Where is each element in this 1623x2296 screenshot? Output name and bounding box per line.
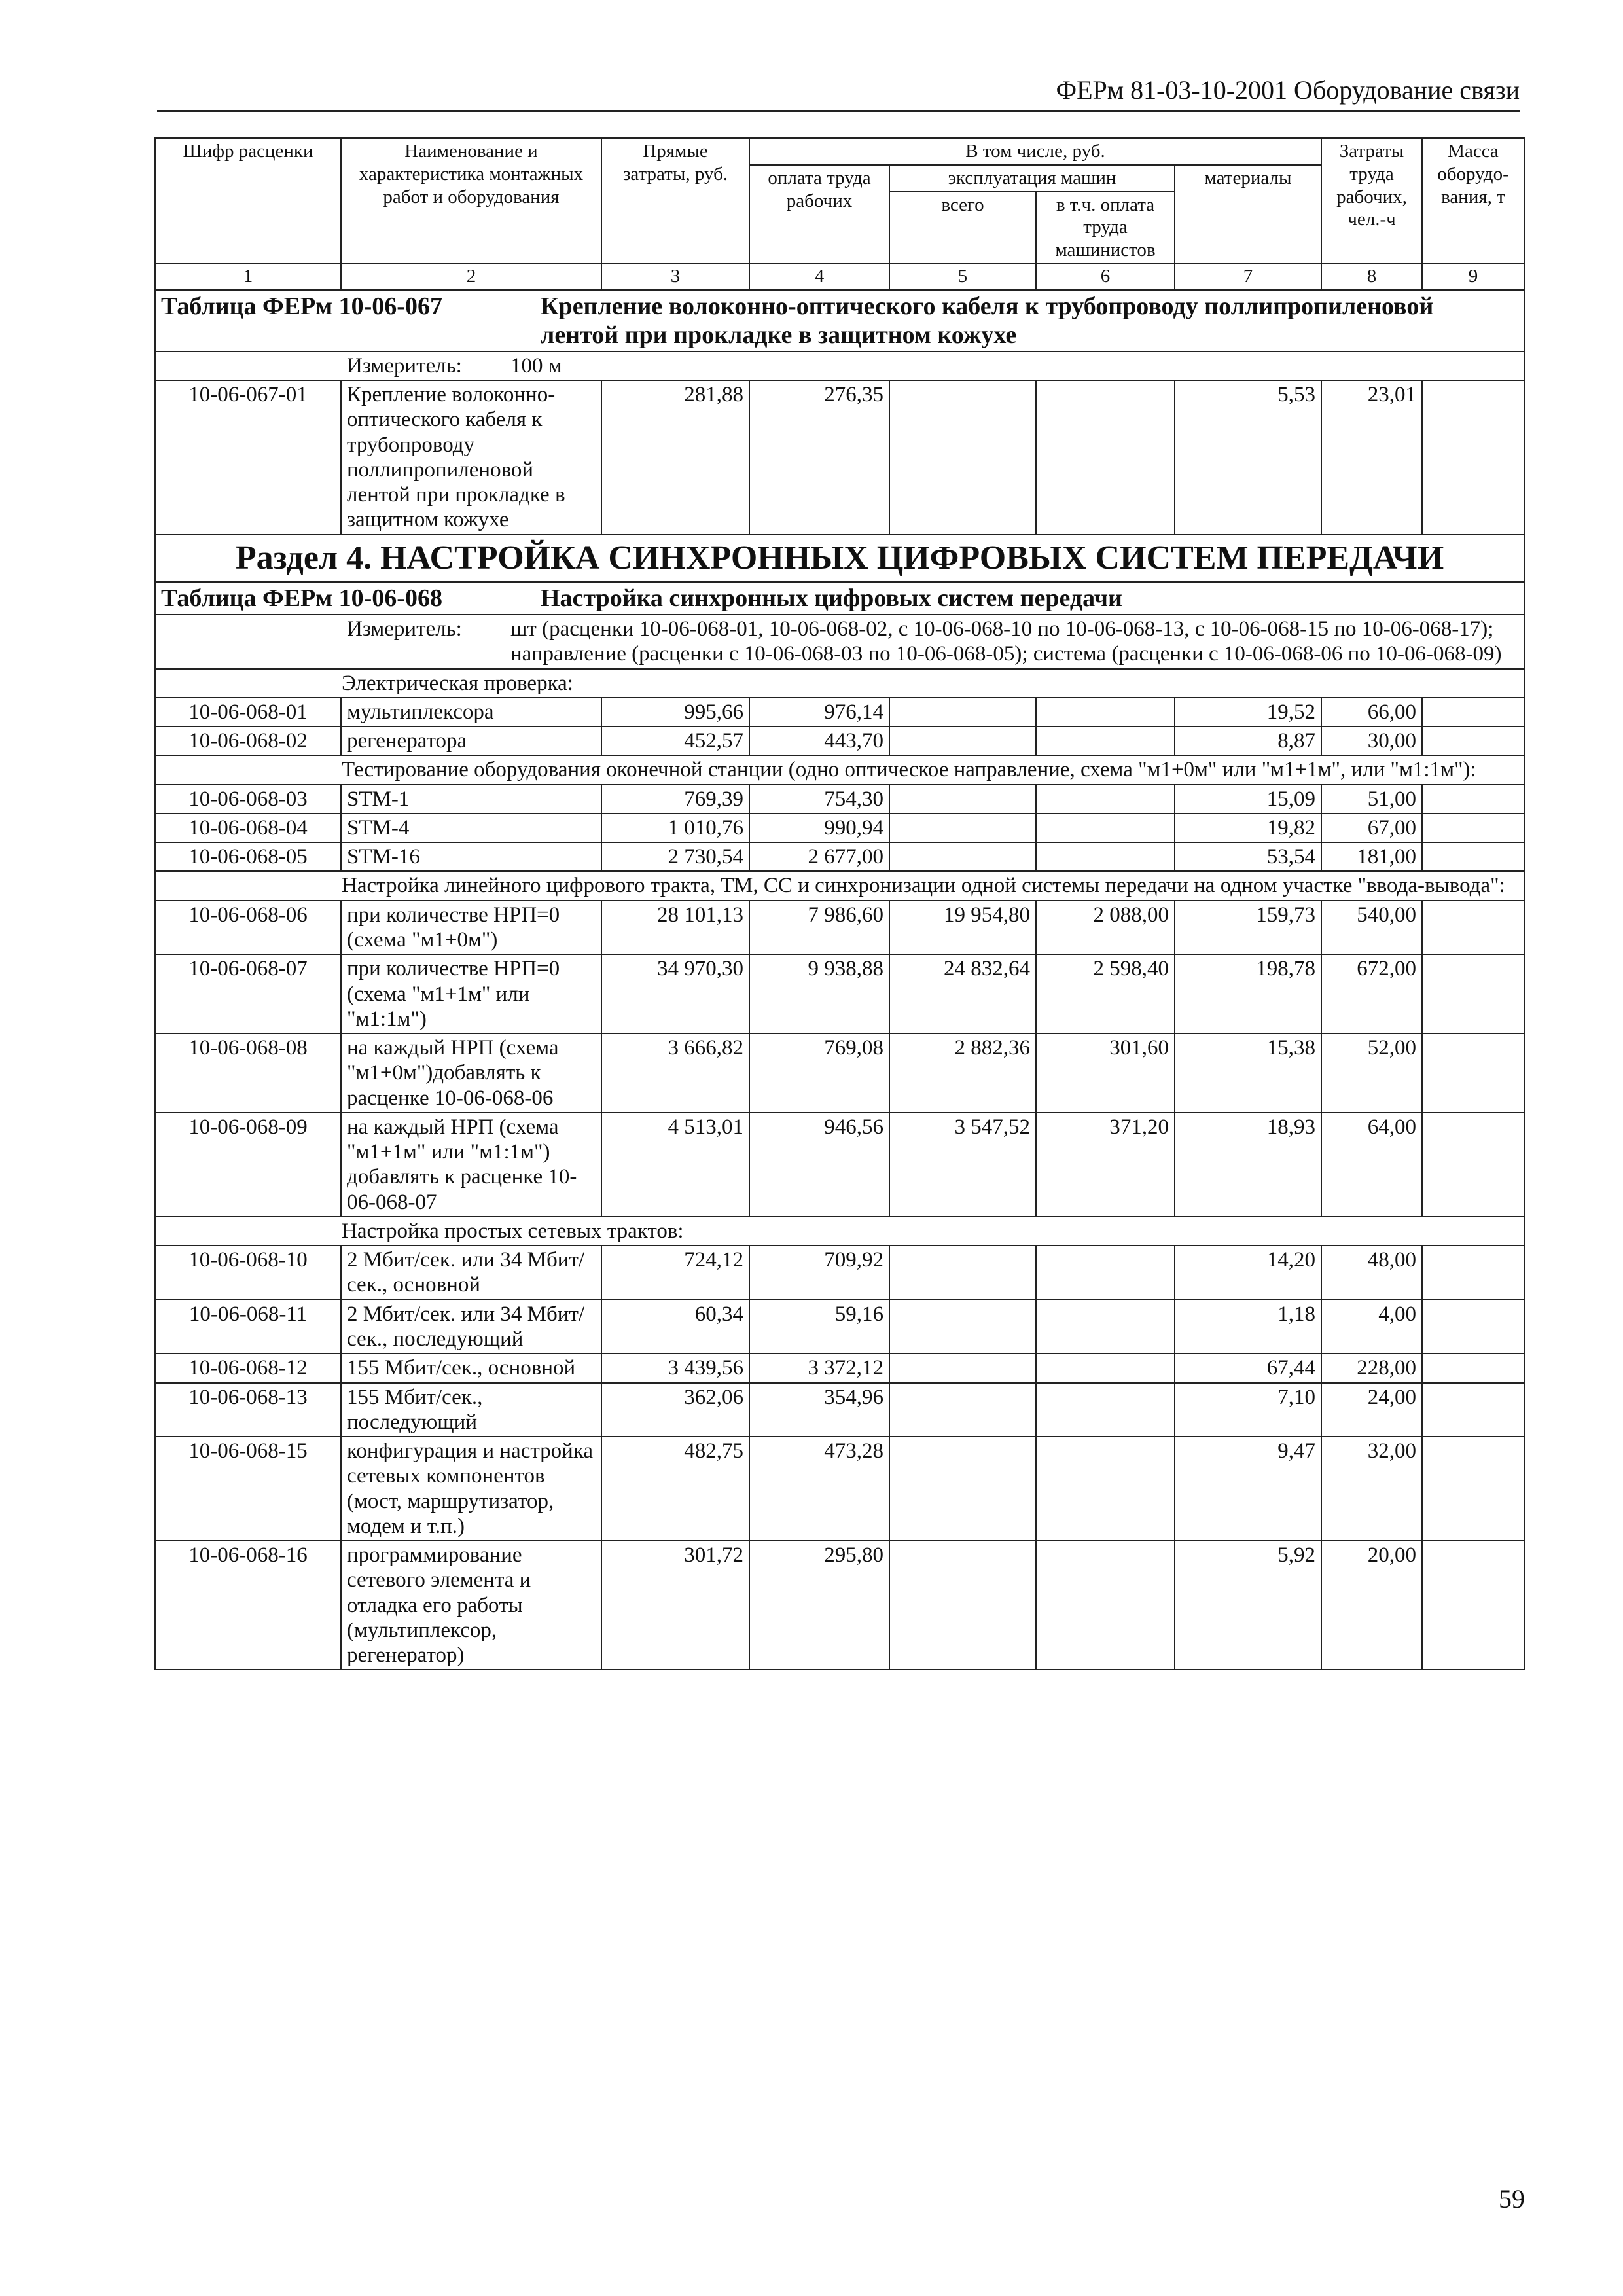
direct-cost: 4 513,01 [601,1113,749,1217]
materials-cost: 15,38 [1175,1033,1321,1113]
measure [161,353,1518,378]
direct-cost: 301,72 [601,1541,749,1670]
work-name: STM-4 [341,814,601,842]
machinist-wages [1036,1300,1175,1354]
rate-code: 10-06-068-07 [155,954,341,1033]
equipment-mass [1422,901,1524,955]
worker-wages: 354,96 [749,1383,889,1437]
col-mass-header: Масса оборудо-вания, т [1422,138,1524,264]
table-row [155,1300,1524,1354]
rate-code: 10-06-068-08 [155,1033,341,1113]
machines-total [889,1383,1036,1437]
machinist-wages [1036,1383,1175,1437]
worker-wages: 2 677,00 [749,842,889,871]
table-title-row [155,290,1524,351]
equipment-mass [1422,726,1524,755]
equipment-mass [1422,1437,1524,1541]
table-row [155,1033,1524,1113]
measure-label: Измеритель: [347,617,462,641]
materials-cost: 5,92 [1175,1541,1321,1670]
col-total-header: всего [889,192,1036,264]
machines-total [889,1300,1036,1354]
machinist-wages: 371,20 [1036,1113,1175,1217]
rate-code: 10-06-068-13 [155,1383,341,1437]
materials-cost: 14,20 [1175,1246,1321,1300]
column-number: 6 [1036,264,1175,290]
labor-hours: 20,00 [1321,1541,1422,1670]
column-number-row [155,264,1524,290]
col-machines-header: эксплуатация машин [889,165,1175,192]
direct-cost: 281,88 [601,380,749,535]
equipment-mass [1422,1300,1524,1354]
rate-code: 10-06-068-10 [155,1246,341,1300]
labor-hours: 66,00 [1321,698,1422,726]
direct-cost: 995,66 [601,698,749,726]
worker-wages: 3 372,12 [749,1354,889,1382]
column-number: 2 [341,264,601,290]
materials-cost: 15,09 [1175,785,1321,814]
equipment-mass [1422,380,1524,535]
labor-hours: 181,00 [1321,842,1422,871]
worker-wages: 769,08 [749,1033,889,1113]
column-number: 4 [749,264,889,290]
group-heading-row: Настройка простых сетевых трактов: [155,1217,1524,1246]
rates-table [154,137,1525,1670]
labor-hours: 228,00 [1321,1354,1422,1382]
table-label: Таблица ФЕРм 10-06-067 [161,292,442,320]
machines-total: 24 832,64 [889,954,1036,1033]
work-name: программирование сетевого элемента и отладка его работы (мультиплексор, регенератор) [341,1541,601,1670]
equipment-mass [1422,1383,1524,1437]
labor-hours: 24,00 [1321,1383,1422,1437]
rate-code: 10-06-068-12 [155,1354,341,1382]
equipment-mass [1422,785,1524,814]
equipment-mass [1422,1354,1524,1382]
machines-total [889,814,1036,842]
direct-cost: 724,12 [601,1246,749,1300]
table-label: Таблица ФЕРм 10-06-068 [161,584,442,613]
worker-wages: 990,94 [749,814,889,842]
labor-hours: 672,00 [1321,954,1422,1033]
group-heading-row: Тестирование оборудования оконечной станции (одно оптическое направление, схема "м1+0м" или "м1+1м", или "м1:1м"): [155,755,1524,784]
rate-code: 10-06-068-11 [155,1300,341,1354]
direct-cost: 3 439,56 [601,1354,749,1382]
direct-cost: 769,39 [601,785,749,814]
rate-code: 10-06-068-03 [155,785,341,814]
machines-total [889,1246,1036,1300]
rate-code: 10-06-068-02 [155,726,341,755]
machinist-wages [1036,1541,1175,1670]
machinist-wages [1036,785,1175,814]
labor-hours: 23,01 [1321,380,1422,535]
table-row [155,380,1524,535]
work-name: 2 Мбит/сек. или 34 Мбит/сек., последующий [341,1300,601,1354]
materials-cost: 1,18 [1175,1300,1321,1354]
direct-cost: 482,75 [601,1437,749,1541]
rate-code: 10-06-068-15 [155,1437,341,1541]
work-name: при количестве НРП=0 (схема "м1+1м" или "м1:1м") [341,954,601,1033]
machinist-wages: 2 598,40 [1036,954,1175,1033]
machines-total [889,698,1036,726]
column-number: 7 [1175,264,1321,290]
column-number: 1 [155,264,341,290]
equipment-mass [1422,954,1524,1033]
col-materials-header: материалы [1175,165,1321,264]
table-row [155,726,1524,755]
table-row [155,1246,1524,1300]
measure-label: Измеритель: [347,353,462,378]
labor-hours: 48,00 [1321,1246,1422,1300]
labor-hours: 64,00 [1321,1113,1422,1217]
work-name: STM-16 [341,842,601,871]
worker-wages: 443,70 [749,726,889,755]
direct-cost: 452,57 [601,726,749,755]
header-row-1 [155,138,1524,165]
machines-total: 19 954,80 [889,901,1036,955]
machinist-wages [1036,726,1175,755]
measure-row [155,615,1524,669]
machinist-wages [1036,814,1175,842]
work-name: 155 Мбит/сек., последующий [341,1383,601,1437]
col-wages-header: оплата труда рабочих [749,165,889,264]
worker-wages: 473,28 [749,1437,889,1541]
machines-total [889,842,1036,871]
measure-value: шт (расценки 10-06-068-01, 10-06-068-02, с 10-06-068-10 по 10-06-068-13, с 10-06-068-15 по 10-06-068-17); направление (расценки с 10-06-068-03 по 10-06-068-05); система (расценки с 10-06-068-06 по 10-06-068-09) [510,617,1502,666]
col-labor-header: Затраты труда рабочих, чел.-ч [1321,138,1422,264]
direct-cost: 60,34 [601,1300,749,1354]
direct-cost: 34 970,30 [601,954,749,1033]
worker-wages: 709,92 [749,1246,889,1300]
table-row [155,1437,1524,1541]
worker-wages: 946,56 [749,1113,889,1217]
direct-cost: 362,06 [601,1383,749,1437]
materials-cost: 67,44 [1175,1354,1321,1382]
group-heading-row: Настройка линейного цифрового тракта, ТМ, СС и синхронизации одной системы передачи на одном участке "ввода-вывода": [155,871,1524,900]
machines-total [889,380,1036,535]
work-name: на каждый НРП (схема "м1+1м" или "м1:1м") добавлять к расценке 10-06-068-07 [341,1113,601,1217]
machinist-wages [1036,842,1175,871]
table-row [155,1383,1524,1437]
work-name: мультиплексора [341,698,601,726]
equipment-mass [1422,1113,1524,1217]
machinist-wages [1036,1437,1175,1541]
worker-wages: 976,14 [749,698,889,726]
materials-cost: 159,73 [1175,901,1321,955]
work-name: Крепление волоконно-оптического кабеля к трубопроводу поллипропиленовой лентой при прокладке в защитном кожухе [341,380,601,535]
direct-cost: 28 101,13 [601,901,749,955]
machines-total [889,1354,1036,1382]
table-row [155,698,1524,726]
work-name: 2 Мбит/сек. или 34 Мбит/сек., основной [341,1246,601,1300]
work-name: при количестве НРП=0 (схема "м1+0м") [341,901,601,955]
direct-cost: 3 666,82 [601,1033,749,1113]
col-machine-wages-header: в т.ч. оплата труда машинистов [1036,192,1175,264]
machines-total [889,1437,1036,1541]
machines-total [889,785,1036,814]
page-header [157,73,1520,112]
machinist-wages [1036,1246,1175,1300]
rate-code: 10-06-068-06 [155,901,341,955]
rate-code: 10-06-068-01 [155,698,341,726]
section-heading-row: Раздел 4. НАСТРОЙКА СИНХРОННЫХ ЦИФРОВЫХ СИСТЕМ ПЕРЕДАЧИ [155,535,1524,582]
col-direct-header: Прямые затраты, руб. [601,138,749,264]
machines-total: 2 882,36 [889,1033,1036,1113]
page-number: 59 [1499,2184,1525,2214]
column-number: 9 [1422,264,1524,290]
table-row [155,901,1524,955]
measure-value: 100 м [510,353,562,378]
worker-wages: 754,30 [749,785,889,814]
worker-wages: 7 986,60 [749,901,889,955]
table-row [155,814,1524,842]
equipment-mass [1422,814,1524,842]
table-title: Настройка синхронных цифровых систем передачи [541,584,1122,613]
rate-code: 10-06-068-09 [155,1113,341,1217]
labor-hours: 52,00 [1321,1033,1422,1113]
table-row [155,1541,1524,1670]
materials-cost: 19,52 [1175,698,1321,726]
rate-code: 10-06-068-05 [155,842,341,871]
work-name: 155 Мбит/сек., основной [341,1354,601,1382]
worker-wages: 295,80 [749,1541,889,1670]
col-code-header: Шифр расценки [155,138,341,264]
rate-code: 10-06-068-04 [155,814,341,842]
materials-cost: 53,54 [1175,842,1321,871]
labor-hours: 30,00 [1321,726,1422,755]
worker-wages: 59,16 [749,1300,889,1354]
measure-row [155,351,1524,380]
machinist-wages [1036,698,1175,726]
labor-hours: 32,00 [1321,1437,1422,1541]
document-title: ФЕРм 81-03-10-2001 Оборудование связи [1056,75,1520,105]
materials-cost: 9,47 [1175,1437,1321,1541]
table-row [155,954,1524,1033]
labor-hours: 51,00 [1321,785,1422,814]
direct-cost: 1 010,76 [601,814,749,842]
col-incl-header: В том числе, руб. [749,138,1321,165]
equipment-mass [1422,1541,1524,1670]
work-name: конфигурация и настройка сетевых компонентов (мост, маршрутизатор, модем и т.п.) [341,1437,601,1541]
machines-total: 3 547,52 [889,1113,1036,1217]
labor-hours: 4,00 [1321,1300,1422,1354]
table-row [155,785,1524,814]
machinist-wages [1036,380,1175,535]
equipment-mass [1422,1033,1524,1113]
column-number: 5 [889,264,1036,290]
col-name-header: Наименование и характеристика монтажных работ и оборудования [341,138,601,264]
work-name: на каждый НРП (схема "м1+0м")добавлять к расценке 10-06-068-06 [341,1033,601,1113]
group-heading-row: Электрическая проверка: [155,669,1524,698]
materials-cost: 7,10 [1175,1383,1321,1437]
work-name: STM-1 [341,785,601,814]
table-title: Крепление волоконно-оптического кабеля к трубопроводу поллипропиленовой лентой при прокладке в защитном кожухе [541,292,1434,349]
table-row [155,842,1524,871]
labor-hours: 67,00 [1321,814,1422,842]
work-name: регенератора [341,726,601,755]
rate-code: 10-06-068-16 [155,1541,341,1670]
materials-cost: 8,87 [1175,726,1321,755]
machinist-wages: 301,60 [1036,1033,1175,1113]
materials-cost: 198,78 [1175,954,1321,1033]
equipment-mass [1422,842,1524,871]
machinist-wages: 2 088,00 [1036,901,1175,955]
machines-total [889,726,1036,755]
labor-hours: 540,00 [1321,901,1422,955]
materials-cost: 19,82 [1175,814,1321,842]
table-title-row [155,582,1524,615]
worker-wages: 276,35 [749,380,889,535]
direct-cost: 2 730,54 [601,842,749,871]
column-number: 3 [601,264,749,290]
worker-wages: 9 938,88 [749,954,889,1033]
table-row [155,1354,1524,1382]
equipment-mass [1422,1246,1524,1300]
column-number: 8 [1321,264,1422,290]
machinist-wages [1036,1354,1175,1382]
table-row [155,1113,1524,1217]
machines-total [889,1541,1036,1670]
materials-cost: 18,93 [1175,1113,1321,1217]
materials-cost: 5,53 [1175,380,1321,535]
equipment-mass [1422,698,1524,726]
rate-code: 10-06-067-01 [155,380,341,535]
measure [161,617,1518,667]
